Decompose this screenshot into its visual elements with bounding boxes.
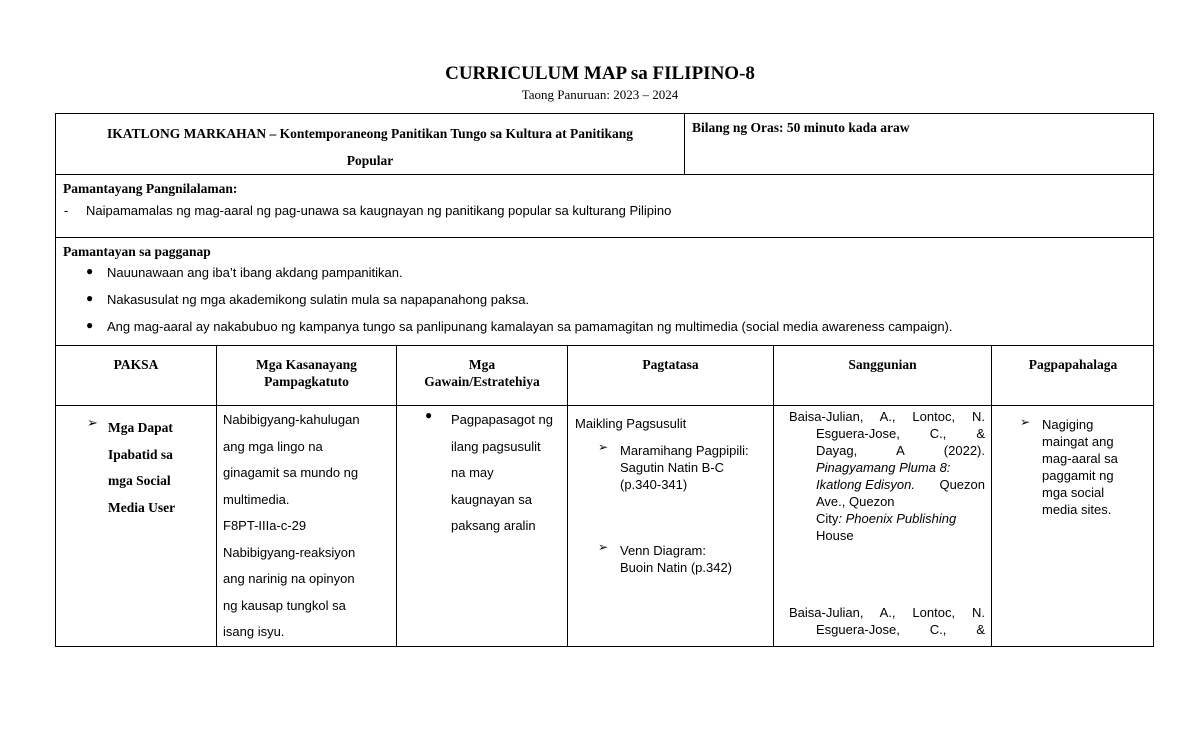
gawain-text: Pagpapasagot ng ilang pagsusulit na may kaugnayan sa paksang aralin [451, 412, 553, 533]
header-pagpapahalaga: Pagpapahalaga [1028, 357, 1118, 372]
divider [396, 345, 397, 647]
content-standard-heading: Pamantayang Pangnilalaman: [63, 181, 238, 196]
school-year: Taong Panuruan: 2023 – 2024 [521, 87, 679, 102]
pagtatasa-item2: Venn Diagram: Buoin Natin (p.342) [620, 543, 733, 575]
paksa-text: Mga Dapat Ipabatid sa mga Social Media User [108, 420, 176, 515]
divider [567, 345, 568, 647]
header-sanggunian: Sanggunian [848, 357, 917, 372]
divider [991, 345, 992, 647]
arrow-bullet-icon: ➢ [87, 415, 98, 430]
divider [55, 237, 1154, 238]
content-standard-text: Naipamamalas ng mag-aaral ng pag-unawa sa kaugnayan ng panitikang popular sa kulturang Pilipino [86, 203, 672, 218]
bullet-icon: ● [86, 318, 94, 332]
performance-item: Ang mag-aaral ay nakabubuo ng kampanya tungo sa panlipunang kamalayan sa pamamagitan ng multimedia (social media awareness campaign). [107, 319, 953, 334]
arrow-bullet-icon: ➢ [598, 540, 609, 554]
divider [55, 405, 1154, 406]
content-standard-dash: - [64, 203, 69, 218]
performance-standard-heading: Pamantayan sa pagganap [63, 244, 211, 259]
bullet-icon: ● [425, 408, 433, 422]
quarter-heading [62, 120, 678, 174]
bullet-icon: ● [86, 264, 94, 278]
divider [773, 345, 774, 647]
pagtatasa-heading: Maikling Pagsusulit [575, 416, 687, 431]
performance-item: Nakasusulat ng mga akademikong sulatin mula sa napapanahong paksa. [107, 292, 530, 307]
pagtatasa-item1: Maramihang Pagpipili: Sagutin Natin B-C (p.340-341) [620, 443, 749, 492]
divider [216, 345, 217, 647]
header-pagtatasa: Pagtatasa [642, 357, 699, 372]
performance-item: Nauunawaan ang iba’t ibang akdang pampanitikan. [107, 265, 403, 280]
kasanayan-text: Nabibigyang-kahulugan ang mga lingo na ginagamit sa mundo ng multimedia. F8PT-IIIa-c-29 Nabibigyang-reaksiyon ang narinig na opinyon ng kausap tungkol sa isang isyu. [223, 412, 360, 639]
arrow-bullet-icon: ➢ [1020, 415, 1031, 429]
divider [55, 174, 1154, 175]
divider [684, 113, 685, 174]
divider [55, 345, 1154, 346]
bullet-icon: ● [86, 291, 94, 305]
sanggunian-ref1: Baisa-Julian, A., Lontoc, N. Esguera-Jose, C., & Dayag, A (2022). Pinagyamang Pluma 8: Ikatlong Edisyon. Quezon Ave., Quezon City: Phoenix Publishing House [789, 409, 985, 543]
header-kasanayan: Mga Kasanayang Pampagkatuto [256, 357, 357, 389]
header-gawain: Mga Gawain/Estratehiya [424, 357, 540, 389]
sanggunian-ref2: Baisa-Julian, A., Lontoc, N. Esguera-Jose, C., & [789, 605, 985, 637]
header-paksa: PAKSA [113, 357, 159, 372]
page-title: CURRICULUM MAP sa FILIPINO-8 [445, 63, 755, 84]
quarter-heading-line1: IKATLONG MARKAHAN – Kontemporaneong Panitikan Tungo sa Kultura at Panitikang [107, 126, 633, 141]
pagpapahalaga-text: Nagiging maingat ang mag-aaral sa paggamit ng mga social media sites. [1042, 417, 1118, 517]
quarter-heading-line2: Popular [346, 153, 394, 168]
hours-label: Bilang ng Oras: 50 minuto kada araw [692, 120, 910, 135]
arrow-bullet-icon: ➢ [598, 440, 609, 454]
